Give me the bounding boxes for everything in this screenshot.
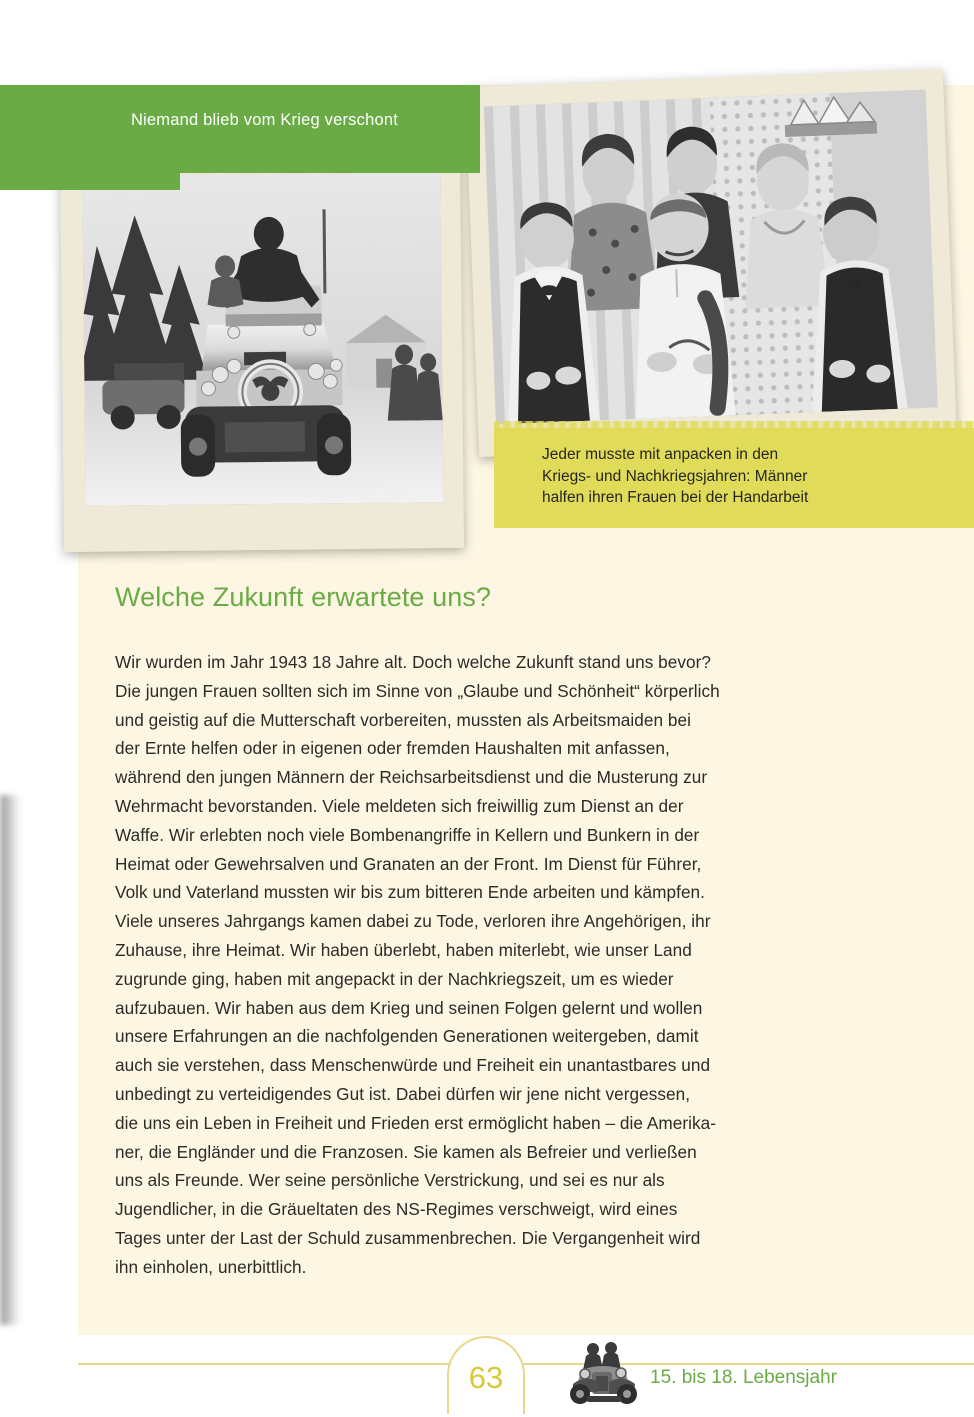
body-line: Wehrmacht bevorstanden. Viele meldeten sich freiwillig zum Dienst an der [115, 795, 684, 816]
body-line: unbedingt zu verteidigendes Gut ist. Dabei dürfen wir jene nicht vergessen, [115, 1083, 691, 1104]
article-body [115, 648, 863, 1282]
tank-photo-illustration [82, 172, 443, 506]
header-caption: Niemand blieb vom Krieg verschont [130, 110, 398, 129]
body-line: Tages unter der Last der Schuld zusammenbrechen. Die Vergangenheit wird [115, 1227, 701, 1248]
photo-knitting-group [465, 69, 957, 457]
body-line: Wir wurden im Jahr 1943 18 Jahre alt. Doch welche Zukunft stand uns bevor? [115, 652, 712, 672]
vintage-car-illustration [565, 1340, 643, 1406]
photo-caption [542, 444, 942, 509]
body-line: Waffe. Wir erlebten noch viele Bombenangriffe in Kellern und Bunkern in der [115, 824, 700, 845]
body-line: ihn einholen, unerbittlich. [115, 1256, 307, 1277]
body-line: der Ernte helfen oder in eigenen oder fremden Haushalten mit anfassen, [115, 738, 670, 759]
green-header-banner-skirt [0, 168, 180, 190]
body-line: Viele unseres Jahrgangs kamen dabei zu Tode, verloren ihre Angehörigen, ihr [115, 911, 711, 932]
body-line: Die jungen Frauen sollten sich im Sinne von „Glaube und Schönheit“ körperlich [115, 680, 720, 701]
page-number: 63 [468, 1360, 504, 1395]
section-heading: Welche Zukunft erwartete uns? [115, 582, 492, 612]
body-line: unsere Erfahrungen an die nachfolgenden Generationen weitergeben, damit [115, 1026, 699, 1047]
photo-caption-line: halfen ihren Frauen bei der Handarbeit [542, 489, 809, 506]
body-line: und geistig auf die Mutterschaft vorbereiten, mussten als Arbeitsmaiden bei [115, 709, 692, 730]
photo-caption-line: Jeder musste mit anpacken in den [542, 446, 779, 463]
footer-divider-rule [78, 1363, 974, 1365]
body-line: ner, die Engländer und die Franzosen. Sie kamen als Befreier und verließen [115, 1141, 697, 1162]
body-line: während den jungen Männern der Reichsarbeitsdienst und die Musterung zur [115, 767, 708, 788]
body-line: Jugendlicher, in die Gräueltaten des NS-Regimes verschweigt, wird eines [115, 1199, 678, 1220]
photo-knitting-image [484, 90, 938, 425]
vintage-car-icon [565, 1340, 643, 1406]
knitting-group-illustration [484, 90, 938, 425]
photo-tank-image [82, 172, 443, 506]
body-line: aufzubauen. Wir haben aus dem Krieg und seinen Folgen gelernt und wollen [115, 997, 703, 1018]
body-line: zugrunde ging, haben mit angepackt in der Nachkriegszeit, um es wieder [115, 968, 674, 989]
body-line: Zuhause, ihre Heimat. Wir haben überlebt, haben miterlebt, wie unser Land [115, 939, 692, 960]
footer-chapter-label: 15. bis 18. Lebensjahr [650, 1367, 837, 1388]
photo-caption-line: Kriegs- und Nachkriegsjahren: Männer [542, 467, 808, 485]
body-line: uns als Freunde. Wer seine persönliche Verstrickung, und sei es nur als [115, 1170, 665, 1191]
body-line: Heimat oder Gewehrsalven und Granaten an der Front. Im Dienst für Führer, [115, 853, 702, 874]
body-line: die uns ein Leben in Freiheit und Frieden erst ermöglicht haben – die Amerika- [115, 1112, 717, 1133]
photo-tank [60, 150, 464, 552]
body-line: auch sie verstehen, dass Menschenwürde und Freiheit ein unantastbares und [115, 1055, 711, 1076]
body-line: Volk und Vaterland mussten wir bis zum bitteren Ende arbeiten und kämpfen. [115, 882, 705, 903]
page-binding-shadow [0, 795, 22, 1325]
